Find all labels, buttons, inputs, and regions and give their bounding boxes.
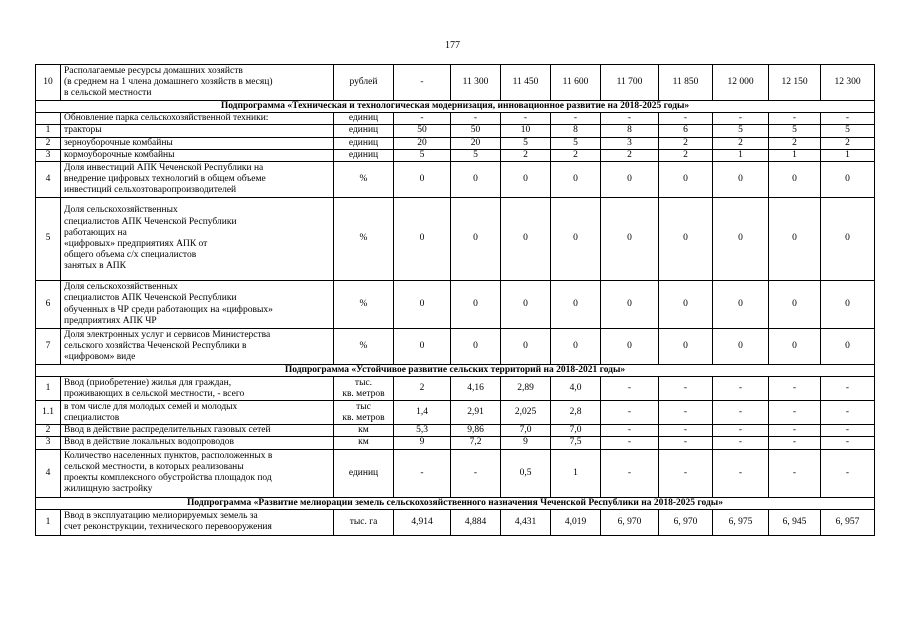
value-cell: 7,0 [551,425,601,437]
value-cell: 2 [501,149,551,161]
value-cell: 50 [451,125,501,137]
value-cell: 0 [451,281,501,329]
value-cell: 0 [659,198,713,281]
value-cell: 0 [551,162,601,198]
table-row [36,377,875,401]
section-row [36,365,875,377]
value-cell: 0 [821,329,875,365]
value-cell: 0 [601,281,659,329]
value-cell: 0 [394,162,451,198]
value-cell: 0 [769,198,821,281]
value-cell: 0 [601,162,659,198]
row-number: 7 [36,329,61,365]
value-cell: 0,5 [501,449,551,497]
value-cell: 0 [601,198,659,281]
indicator-name: тракторы [61,125,334,137]
value-cell: 0 [601,329,659,365]
unit-cell: единиц [334,137,394,149]
value-cell: 11 850 [659,65,713,101]
value-cell: 2,89 [501,377,551,401]
value-cell: - [659,401,713,425]
table-row [36,162,875,198]
value-cell: 5 [769,125,821,137]
value-cell: 12 000 [713,65,769,101]
value-cell: - [821,401,875,425]
unit-cell: км [334,425,394,437]
indicator-name: Доля сельскохозяйственных специалистов АПК Чеченской Республики обученных в ЧР среди работающих на «цифровых» предприятиях АПК ЧР [61,281,334,329]
indicator-name: Доля инвестиций АПК Чеченской Республики на внедрение цифровых технологий в общем объеме инвестиций сельхозтоваропроизводителей [61,162,334,198]
value-cell: 2 [821,137,875,149]
value-cell: 4,431 [501,509,551,535]
value-cell: 9 [394,437,451,449]
value-cell: - [713,401,769,425]
value-cell: 0 [501,281,551,329]
value-cell: - [601,401,659,425]
value-cell: 0 [451,329,501,365]
indicator-name: Количество населенных пунктов, расположенных в сельской местности, в которых реализованы проекты комплексного обустройства площадок под жилищную застройку [61,449,334,497]
row-number: 5 [36,198,61,281]
value-cell: 0 [551,329,601,365]
value-cell: - [394,65,451,101]
value-cell: - [601,113,659,125]
page-number: 177 [445,40,460,51]
value-cell: 0 [501,198,551,281]
value-cell: 0 [713,162,769,198]
unit-cell: единиц [334,149,394,161]
value-cell: 0 [769,162,821,198]
value-cell: 0 [501,162,551,198]
value-cell: - [551,113,601,125]
row-number: 3 [36,437,61,449]
value-cell: 9,86 [451,425,501,437]
value-cell: 2 [659,137,713,149]
value-cell: - [821,437,875,449]
table-row [36,125,875,137]
value-cell: - [821,377,875,401]
value-cell: 10 [501,125,551,137]
row-number: 2 [36,137,61,149]
value-cell: 5 [394,149,451,161]
value-cell: - [821,449,875,497]
value-cell: 8 [601,125,659,137]
value-cell: 12 300 [821,65,875,101]
value-cell: 4,884 [451,509,501,535]
table-row [36,425,875,437]
value-cell: 2 [769,137,821,149]
value-cell: - [769,437,821,449]
value-cell: - [394,449,451,497]
value-cell: 0 [659,162,713,198]
value-cell: 20 [451,137,501,149]
table-row [36,149,875,161]
unit-cell: тыс кв. метров [334,401,394,425]
section-row [36,497,875,509]
value-cell: 50 [394,125,451,137]
value-cell: 0 [821,198,875,281]
value-cell: 4,914 [394,509,451,535]
value-cell: 0 [659,281,713,329]
value-cell: 8 [551,125,601,137]
value-cell: 7,5 [551,437,601,449]
section-title: Подпрограмма «Развитие мелиорации земель сельскохозяйственного назначения Чеченской Республики на 2018-2025 годы» [36,497,875,509]
value-cell: - [659,437,713,449]
value-cell: 0 [769,281,821,329]
value-cell: 4,019 [551,509,601,535]
indicator-name: Доля сельскохозяйственных специалистов АПК Чеченской Республики работающих на «цифровых» предприятиях АПК от общего объема с/х специалистов занятых в АПК [61,198,334,281]
value-cell: - [713,377,769,401]
value-cell: 12 150 [769,65,821,101]
indicator-name: Ввод в действие локальных водопроводов [61,437,334,449]
value-cell: - [659,377,713,401]
value-cell: 0 [713,329,769,365]
row-number: 2 [36,425,61,437]
indicator-name: Располагаемые ресурсы домашних хозяйств (в среднем на 1 члена домашнего хозяйств в месяц) в сельской местности [61,65,334,101]
value-cell: 0 [451,162,501,198]
row-number [36,113,61,125]
value-cell: 5 [821,125,875,137]
value-cell: 1,4 [394,401,451,425]
row-number: 3 [36,149,61,161]
value-cell: - [601,425,659,437]
row-number: 6 [36,281,61,329]
value-cell: - [821,425,875,437]
value-cell: 6 [659,125,713,137]
row-number: 1.1 [36,401,61,425]
table-row [36,437,875,449]
table-row [36,281,875,329]
value-cell: 5 [501,137,551,149]
value-cell: 5 [551,137,601,149]
value-cell: - [501,113,551,125]
indicator-name: кормоуборочные комбайны [61,149,334,161]
value-cell: - [659,425,713,437]
value-cell: 9 [501,437,551,449]
row-number: 1 [36,125,61,137]
value-cell: 1 [821,149,875,161]
unit-cell: % [334,162,394,198]
value-cell: - [821,113,875,125]
value-cell: 20 [394,137,451,149]
indicator-name: в том числе для молодых семей и молодых специалистов [61,401,334,425]
unit-cell: единиц [334,449,394,497]
value-cell: - [659,113,713,125]
value-cell: 2 [659,149,713,161]
value-cell: 7,0 [501,425,551,437]
value-cell: 1 [551,449,601,497]
row-number: 4 [36,162,61,198]
table-row [36,509,875,535]
table-row [36,449,875,497]
unit-cell: км [334,437,394,449]
table-row [36,65,875,101]
value-cell: - [713,437,769,449]
value-cell: - [769,449,821,497]
value-cell: 0 [713,281,769,329]
value-cell: 7,2 [451,437,501,449]
value-cell: - [769,377,821,401]
value-cell: - [451,449,501,497]
value-cell: - [451,113,501,125]
row-number: 4 [36,449,61,497]
value-cell: 2 [551,149,601,161]
value-cell: 11 600 [551,65,601,101]
value-cell: 4,16 [451,377,501,401]
unit-cell: тыс. га [334,509,394,535]
row-number: 10 [36,65,61,101]
value-cell: 1 [769,149,821,161]
indicator-name: Доля электронных услуг и сервисов Министерства сельского хозяйства Чеченской Республики в «цифровом» виде [61,329,334,365]
value-cell: 11 450 [501,65,551,101]
value-cell: 0 [551,198,601,281]
unit-cell: рублей [334,65,394,101]
value-cell: 2 [601,149,659,161]
value-cell: 0 [394,329,451,365]
value-cell: 0 [713,198,769,281]
value-cell: 5,3 [394,425,451,437]
value-cell: 2,91 [451,401,501,425]
table-row [36,401,875,425]
value-cell: 5 [713,125,769,137]
value-cell: - [713,113,769,125]
indicator-name: Ввод (приобретение) жилья для граждан, проживающих в сельской местности, - всего [61,377,334,401]
value-cell: 2 [394,377,451,401]
unit-cell: единиц [334,113,394,125]
unit-cell: тыс. кв. метров [334,377,394,401]
value-cell: 0 [821,162,875,198]
unit-cell: % [334,329,394,365]
unit-cell: % [334,198,394,281]
row-number: 1 [36,377,61,401]
value-cell: - [713,449,769,497]
section-title: Подпрограмма «Техническая и технологическая модернизация, инновационное развитие на 2018-2025 годы» [36,101,875,113]
unit-cell: единиц [334,125,394,137]
value-cell: 0 [659,329,713,365]
value-cell: - [659,449,713,497]
value-cell: - [769,401,821,425]
indicator-name: Ввод в эксплуатацию мелиорируемых земель за счет реконструкции, технического перевооружения [61,509,334,535]
value-cell: 3 [601,137,659,149]
value-cell: - [394,113,451,125]
value-cell: 5 [451,149,501,161]
unit-cell: % [334,281,394,329]
value-cell: 11 700 [601,65,659,101]
value-cell: 2,8 [551,401,601,425]
indicator-name: зерноуборочные комбайны [61,137,334,149]
value-cell: - [769,425,821,437]
value-cell: 0 [769,329,821,365]
value-cell: 2 [713,137,769,149]
value-cell: 4,0 [551,377,601,401]
indicator-name: Обновление парка сельскохозяйственной техники: [61,113,334,125]
value-cell: 6, 975 [713,509,769,535]
value-cell: 0 [821,281,875,329]
value-cell: 0 [501,329,551,365]
indicator-name: Ввод в действие распределительных газовых сетей [61,425,334,437]
value-cell: 6, 945 [769,509,821,535]
value-cell: - [601,377,659,401]
indicators-table [35,64,875,536]
value-cell: 2,025 [501,401,551,425]
value-cell: 6, 970 [659,509,713,535]
section-title: Подпрограмма «Устойчивое развитие сельских территорий на 2018-2021 годы» [36,365,875,377]
value-cell: 6, 957 [821,509,875,535]
value-cell: 1 [713,149,769,161]
value-cell: 0 [394,198,451,281]
value-cell: 0 [551,281,601,329]
value-cell: - [713,425,769,437]
value-cell: 11 300 [451,65,501,101]
table-row [36,137,875,149]
section-row [36,101,875,113]
table-row [36,329,875,365]
value-cell: 6, 970 [601,509,659,535]
value-cell: - [601,449,659,497]
table-row [36,113,875,125]
value-cell: 0 [451,198,501,281]
value-cell: 0 [394,281,451,329]
value-cell: - [769,113,821,125]
value-cell: - [601,437,659,449]
table-row [36,198,875,281]
row-number: 1 [36,509,61,535]
